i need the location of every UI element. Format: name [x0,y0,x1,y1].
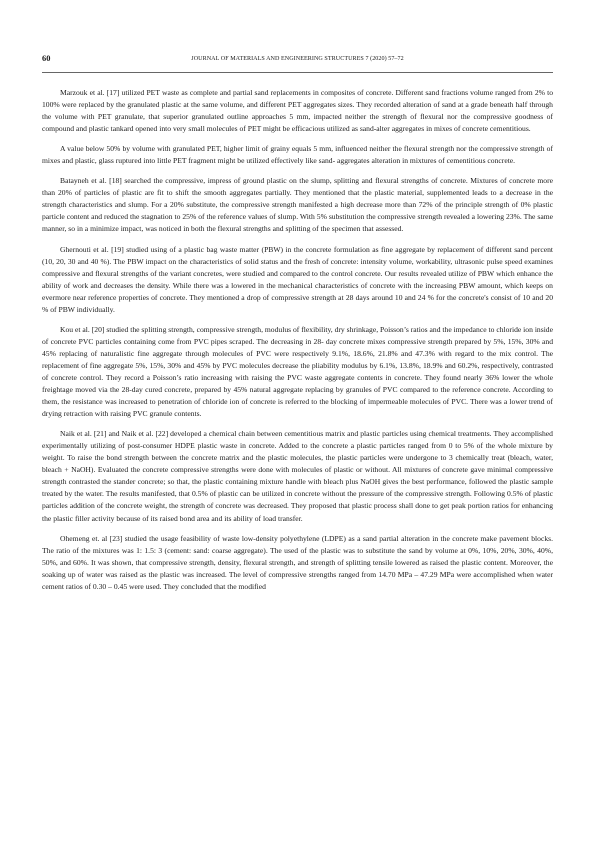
paragraph-marzouk: Marzouk et al. [17] utilized PET waste as complete and partial sand replacements in composites of concrete. Different sand fractions volume ranged from 2% to 100% were replaced by the granulated plastic at the same volume, and different PET aggregates sizes. They recorded alteration of sand at a grade beneath half through the volume with PET granulate, that superior granulated outline approaches 5 mm, impacted neither the strength of flexural nor the compressive goodness of compound and plastic tankard opened into very small molecules of PET might be efficacious utilized as sand-alter aggregates in mixes of concrete cementitious. [42,88,553,134]
page-number: 60 [42,54,51,63]
page-header [42,53,553,67]
paragraph-naik: Naik et al. [21] and Naik et al. [22] developed a chemical chain between cementitious matrix and plastic particles using chemical treatments. They accomplished experimentally utilizing of post-consumer HDPE plastic waste in concrete. Added to the concrete a plastic particles ranged from 0 to 5% of the whole mixture by weight. To raise the bond strength between the concrete matrix and the plastic molecules, the plastic particles were undergone to 3 chemically treat (bleach, water, bleach + NaOH). Evaluated the concrete compressive strengths were done with molecules of plastic or without. All mixtures of concrete gave minimal compressive strength contrasted the stander concrete; so that, the plastic containing mixture handle with bleach plus NaOH gives the best performance, followed the plastic sample treated by the water. The results manifested, that 0.5% of plastic can be utilized in concrete without the pressure of the compressive strength. Following 0.5% of plastic particles addition of the concrete weight, the strength of concrete was decreased. They proposed that plastic process shall done to get peak portion ratios for enhancing the plastic filler activity because of its raised bond area and its ability of load transfer. [42,429,553,523]
journal-running-title: JOURNAL OF MATERIALS AND ENGINEERING STRUCTURES 7 (2020) 57–72 [191,56,404,62]
paragraph-kou: Kou et al. [20] studied the splitting strength, compressive strength, modulus of flexibility, dry shrinkage, Poisson’s ratios and the impedance to chloride ion inside of concrete PVC particles containing come from PVC pipes scraped. The decreasing in 28- day concrete mixes compressive strength prepared by 5%, 15%, 30% and 45% replacing of naturalistic fine aggregate through molecules of PVC were respectively 9.1%, 18.6%, 21.8% and 47.3% with regard to the mix control. The replacement of fine aggregate 5%, 15%, 30% and 45% by PVC molecules decrease the pliability modulus by 6.1%, 13.8%, 18.9% and 60.2%, respectively, contrasted of concrete control. They record a Poisson’s ratio increasing with raising the PVC waste aggregate contents in concrete. They found nearly 36% lower the whole freightage moved via the 28-day cured concrete, prepared by 45% natural aggregate replacing by granules of PVC compared to the reference concrete. According to them, the resistance was increased to penetration of chloride ion of concrete is referred to the blocking of impermeable molecules of PVC. There was a lower trend of drying retraction with raising PVC granule contents. [42,324,553,419]
article-body [42,87,553,601]
paragraph-ohemeng: Ohemeng et. al [23] studied the usage feasibility of waste low-density polyethylene (LDPE) as a sand partial alteration in the concrete make pavement blocks. The ratio of the mixtures was 1: 1.5: 3 (cement: sand: coarse aggregate). The used of the plastic was to substitute the sand by volume at 0%, 10%, 20%, 30%, 40%, 50%, and 60%. It was shown, that compressive strength, density, flexural strength, and strength of splitting tensile lowered as raised the plastic content. Moreover, the soaking up of water was raised as the plastic was increased. The level of compressive strengths ranged from 14.70 MPa – 47.29 MPa were accomplished when water cement ratios of 0.30 – 0.45 were used. They concluded that the modified [42,533,553,591]
paragraph-granulated-pet: A value below 50% by volume with granulated PET, higher limit of grainy equals 5 mm, influenced neither the flexural strength nor the compressive strength of mixes and plastic, glass ruptured into little PET fragment might be utilized effectively like sand- aggregates alteration in mixtures of cementitious concrete. [42,144,553,166]
paragraph-batayneh: Batayneh et al. [18] searched the compressive, impress of ground plastic on the slump, splitting and flexural strengths of concrete. Mixtures of concrete more than 20% of particles of plastic are fit to shift the smooth aggregates partially. They mentioned that the plastic material, supplemented leads to a decrease in the strength characteristics and slump. For a 20% substitute, the compressive strength manifested a high decrease more than 72% of the principle strength of 0% plastic particle content and reduced the stagnation to 25% of the reference values of slump. With 5% substitution the compressive strength revealed a lowering 23%. The same manner, so in a minimize impact, was noticed in both the flexural strengths and splitting of the specimen that assessed. [42,176,553,234]
header-divider [42,72,553,73]
paragraph-ghernouti: Ghernouti et al. [19] studied using of a plastic bag waste matter (PBW) in the concrete formulation as fine aggregate by replacement of different sand percent (10, 20, 30 and 40 %). The PBW impact on the characteristics of solid status and the fresh of concrete: intensity volume, workability, ultrasonic pulse speed examines compressive and flexural strengths of the variant concretes, were studied and compared to the control concrete. Our results revealed utilize of PBW which enhance the ability of work and decreases the density. While there was a lowered in the mechanical characteristics of concrete with the increasing PBW amount, which keeps on evermore near reference properties of concrete. They mentioned a drop of compressive strength at 28 days around 10 and 24 % for the concrete's consist of 10 and 20 % of PBW individually. [42,244,553,314]
